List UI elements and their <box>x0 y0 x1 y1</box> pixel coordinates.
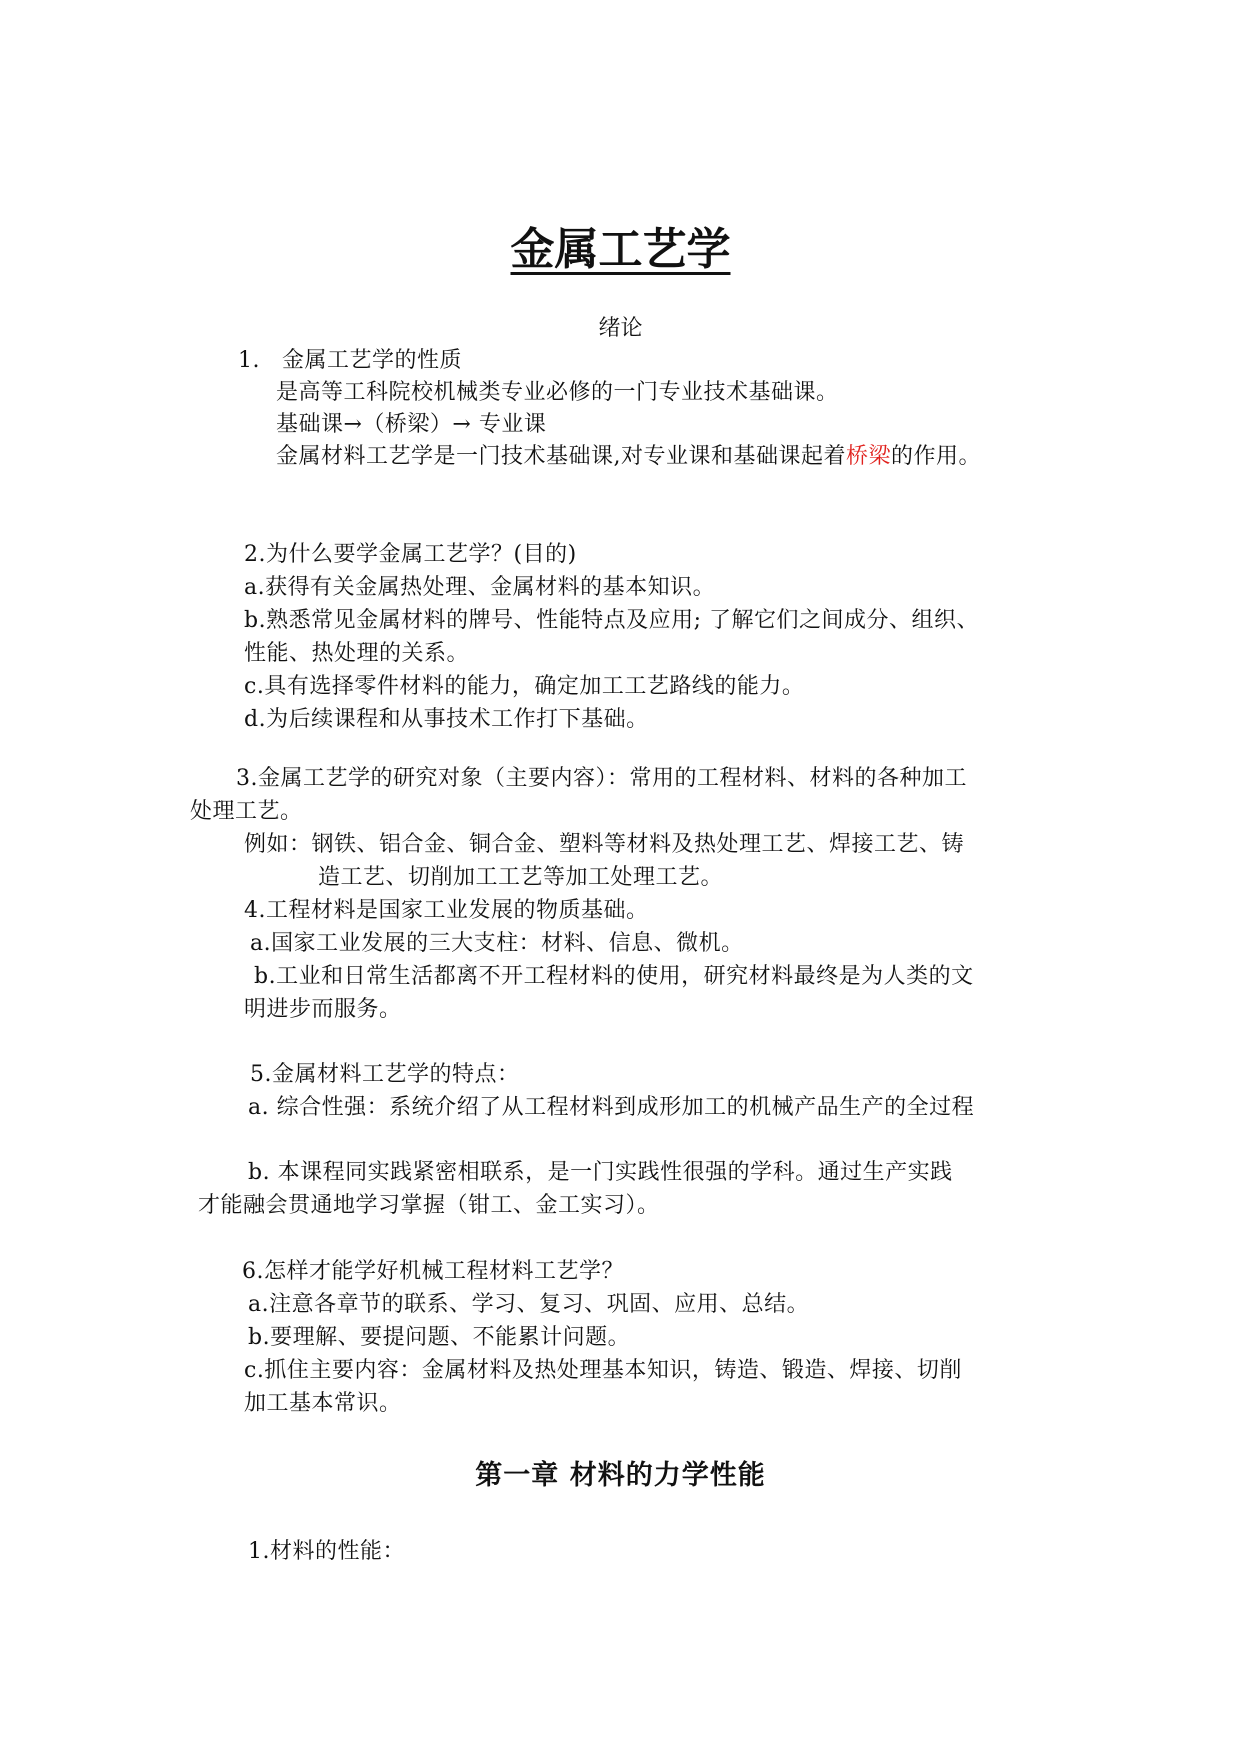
s5-item-b-line-2: 才能融会贯通地学习掌握（钳工、金工实习）。 <box>198 1193 660 1218</box>
s6-item-c-line-1: c.抓住主要内容：金属材料及热处理基本知识，铸造、锻造、焊接、切削 <box>244 1358 962 1383</box>
s2-item-a: a.获得有关金属热处理、金属材料的基本知识。 <box>244 575 716 600</box>
intro-line-2: 基础课→（桥梁）→ 专业课 <box>276 412 547 437</box>
intro-line-3 <box>276 442 981 472</box>
intro-heading: 金属工艺学的性质 <box>282 348 463 373</box>
highlight-bridge: 桥梁 <box>846 444 892 469</box>
s2-item-b-line-2: 性能、热处理的关系。 <box>244 641 470 666</box>
s6-heading: 6.怎样才能学好机械工程材料工艺学？ <box>242 1259 624 1284</box>
s2-item-b-line-1: b.熟悉常见金属材料的牌号、性能特点及应用; 了解它们之间成分、组织、 <box>244 608 979 633</box>
chapter-heading: 第一章 材料的力学性能 <box>475 1460 766 1491</box>
s6-item-a: a.注意各章节的联系、学习、复习、巩固、应用、总结。 <box>248 1292 810 1317</box>
s6-item-b: b.要理解、要提问题、不能累计问题。 <box>248 1325 631 1350</box>
s4-item-b-line-1: b.工业和日常生活都离不开工程材料的使用，研究材料最终是为人类的文 <box>254 964 974 989</box>
s3-line-1: 3.金属工艺学的研究对象（主要内容）：常用的工程材料、材料的各种加工 <box>236 766 967 791</box>
s4-item-b-line-2: 明进步而服务。 <box>244 997 402 1022</box>
s6-item-c-line-2: 加工基本常识。 <box>244 1391 402 1416</box>
s2-item-c: c.具有选择零件材料的能力，确定加工工艺路线的能力。 <box>244 674 805 699</box>
intro-number: 1. <box>238 348 260 373</box>
s5-item-b-line-1: b. 本课程同实践紧密相联系，是一门实践性很强的学科。通过生产实践 <box>248 1160 953 1185</box>
s2-heading: 2.为什么要学金属工艺学？(目的) <box>244 542 577 567</box>
intro-line-1: 是高等工科院校机械类专业必修的一门专业技术基础课。 <box>276 380 839 405</box>
intro-line-3-pre: 金属材料工艺学是一门技术基础课,对专业课和基础课起着 <box>276 444 846 469</box>
s5-heading: 5.金属材料工艺学的特点： <box>250 1062 520 1087</box>
ch1-line-1: 1.材料的性能： <box>248 1539 405 1564</box>
s3-line-3: 例如：钢铁、铝合金、铜合金、塑料等材料及热处理工艺、焊接工艺、铸 <box>244 832 965 857</box>
page-title: 金属工艺学 <box>510 224 731 275</box>
s5-item-a: a. 综合性强：系统介绍了从工程材料到成形加工的机械产品生产的全过程 <box>248 1095 975 1120</box>
intro-line-3-post: 的作用。 <box>891 444 982 469</box>
s4-heading: 4.工程材料是国家工业发展的物质基础。 <box>244 898 649 923</box>
s2-item-d: d.为后续课程和从事技术工作打下基础。 <box>244 707 649 732</box>
s3-line-2: 处理工艺。 <box>190 799 303 824</box>
s4-item-a: a.国家工业发展的三大支柱：材料、信息、微机。 <box>250 931 744 956</box>
s3-line-4: 造工艺、切削加工工艺等加工处理工艺。 <box>318 865 724 890</box>
section-subtitle: 绪论 <box>598 316 643 341</box>
